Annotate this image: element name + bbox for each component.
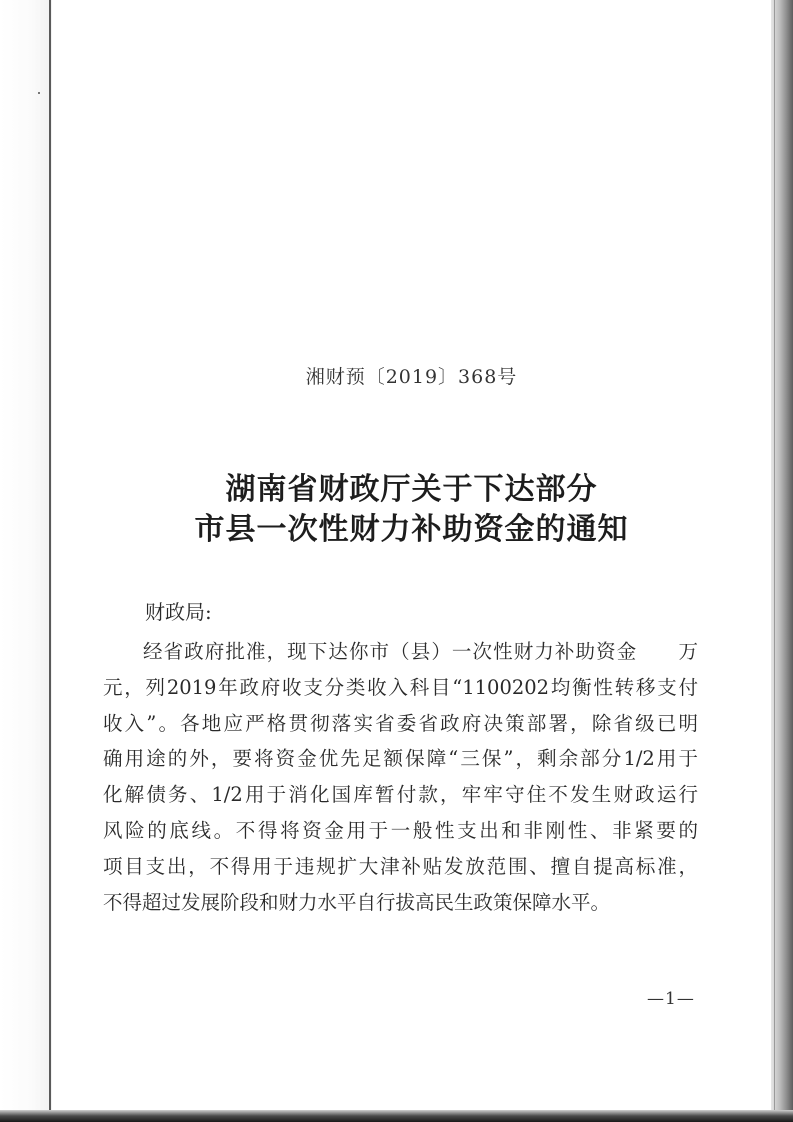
salutation: 财政局: xyxy=(145,600,212,624)
body-line: 化解债务、1/2用于消化国库暂付款，牢牢守住不发生财政运行 xyxy=(103,783,698,807)
scan-left-gutter xyxy=(0,0,52,1122)
document-page xyxy=(52,0,771,1110)
document-number: 湘财预〔2019〕368号 xyxy=(305,366,518,388)
title-line-2: 市县一次性财力补助资金的通知 xyxy=(194,512,629,547)
document-title xyxy=(52,470,771,550)
body-line: 确用途的外，要将资金优先足额保障“三保”，剩余部分1/2用于 xyxy=(103,747,698,771)
binding-line xyxy=(49,0,51,1122)
body-line: 收入”。各地应严格贯彻落实省委省政府决策部署，除省级已明 xyxy=(103,711,698,735)
body-line: 不得超过发展阶段和财力水平自行拔高民生政策保障水平。 xyxy=(103,890,611,914)
body-paragraph xyxy=(103,634,698,920)
scan-right-edge xyxy=(771,0,793,1122)
body-line: 经省政府批准，现下达你市（县）一次性财力补助资金 万 xyxy=(143,640,698,663)
body-line: 元，列2019年政府收支分类收入科目“1100202均衡性转移支付 xyxy=(103,675,698,699)
scan-speck xyxy=(38,92,40,94)
body-line: 风险的底线。不得将资金用于一般性支出和非刚性、非紧要的 xyxy=(103,818,698,842)
scan-bottom-edge xyxy=(0,1110,793,1122)
title-line-1: 湖南省财政厅关于下达部分 xyxy=(225,472,598,507)
body-line: 项目支出，不得用于违规扩大津补贴发放范围、擅自提高标准， xyxy=(103,854,698,878)
page-number: —1— xyxy=(647,989,695,1009)
